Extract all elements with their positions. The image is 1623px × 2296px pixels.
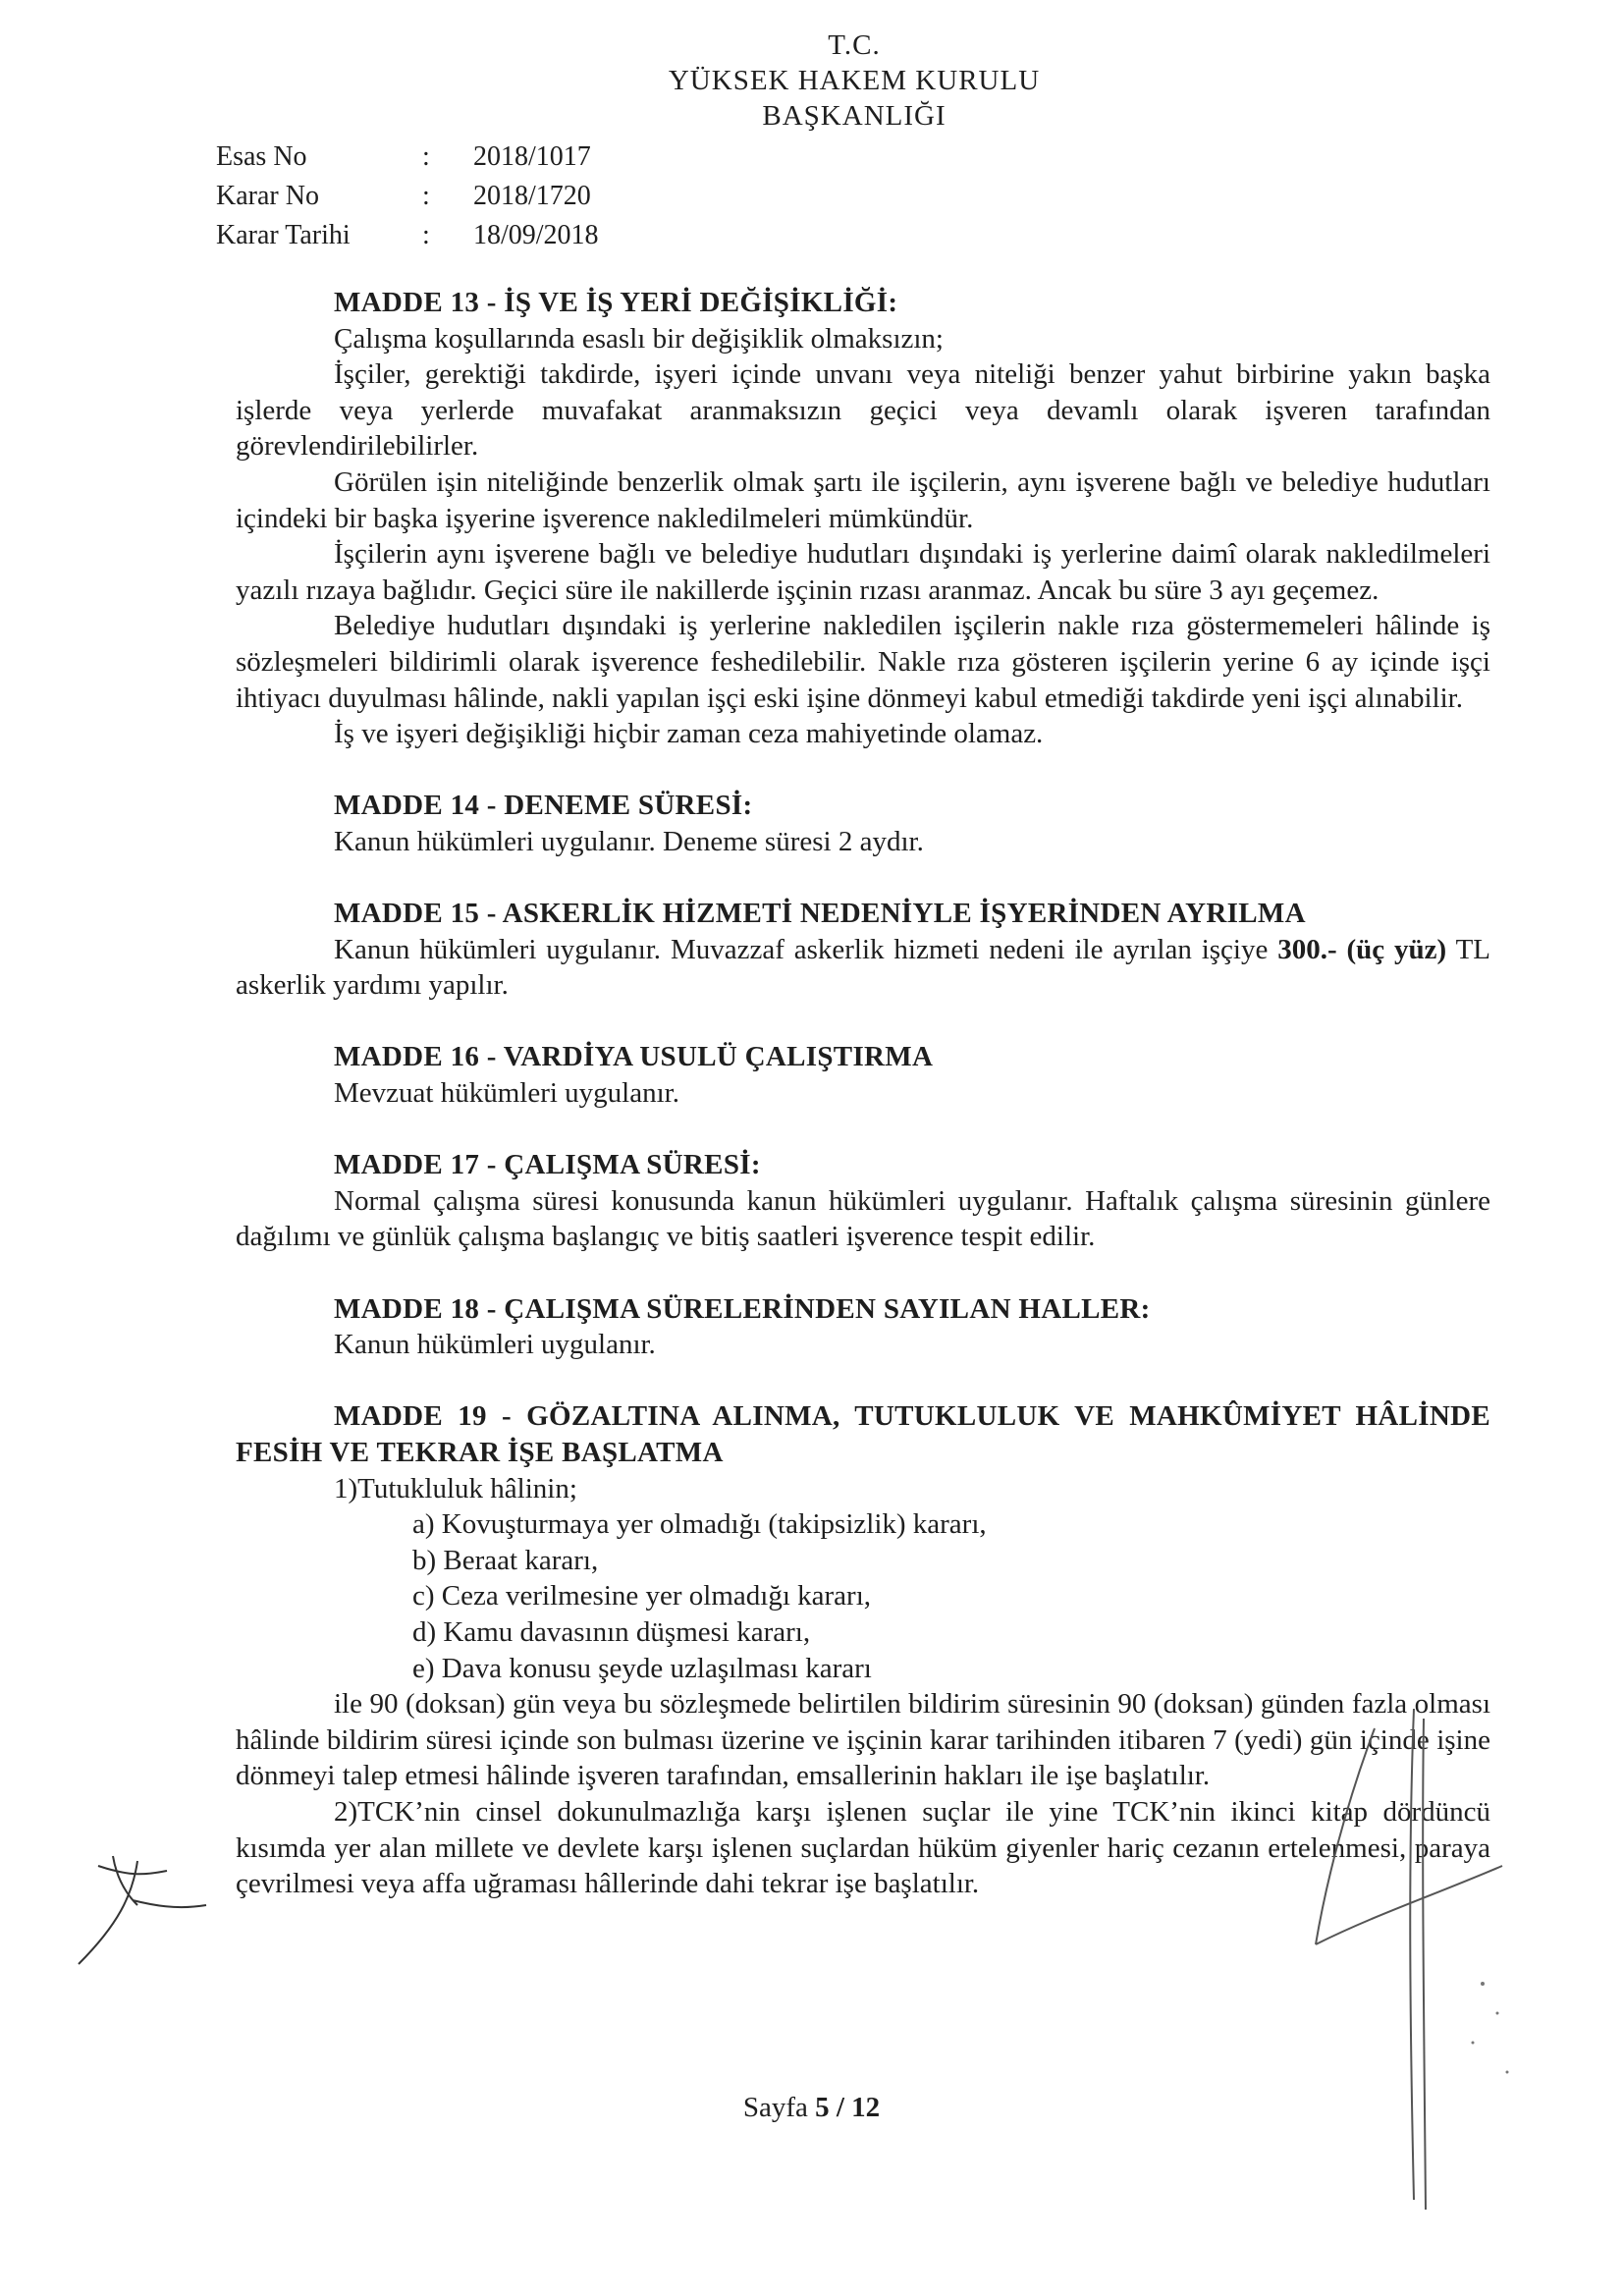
article-15-title: MADDE 15 - ASKERLİK HİZMETİ NEDENİYLE İŞYERİNDEN AYRILMA: [334, 898, 1306, 930]
article-19-item-e: e) Dava konusu şeyde uzlaşılması kararı: [412, 1652, 872, 1684]
article-15-p1: [236, 932, 1490, 1004]
article-13-p4: İşçilerin aynı işverene bağlı ve belediye hudutları dışındaki iş yerlerine daimî olarak nakledilmeleri yazılı rızaya bağlıdır. Geçici süre ile nakillerde işçinin rızası aranmaz. Ancak bu süre 3 ayı geçemez.: [236, 538, 1490, 606]
article-17-p1: Normal çalışma süresi konusunda kanun hükümleri uygulanır. Haftalık çalışma süresinin günlere dağılımı ve günlük çalışma başlangıç ve bitiş saatleri işverence tespit edilir.: [236, 1184, 1490, 1253]
article-13-p6: İş ve işyeri değişikliği hiçbir zaman ceza mahiyetinde olamaz.: [334, 718, 1044, 750]
article-17-title: MADDE 17 - ÇALIŞMA SÜRESİ:: [334, 1149, 761, 1181]
meta-label: Esas No: [216, 141, 307, 172]
meta-value: 18/09/2018: [473, 220, 599, 250]
article-19-item-a: a) Kovuşturmaya yer olmadığı (takipsizlik) kararı,: [412, 1508, 987, 1541]
meta-value: 2018/1720: [473, 181, 591, 211]
meta-label: Karar Tarihi: [216, 220, 351, 250]
page-total: 12: [851, 2092, 881, 2123]
initials-signature-right: [1267, 1689, 1542, 2239]
article-15-amount: 300.- (üç yüz): [1277, 933, 1447, 965]
article-19-intro: 1)Tutukluluk hâlinin;: [334, 1472, 577, 1504]
article-18-title: MADDE 18 - ÇALIŞMA SÜRELERİNDEN SAYILAN HALLER:: [334, 1292, 1151, 1325]
page-separator: /: [829, 2092, 852, 2123]
article-14-title: MADDE 14 - DENEME SÜRESİ:: [334, 790, 753, 822]
meta-label: Karar No: [216, 181, 319, 211]
article-19-item-d: d) Kamu davasının düşmesi kararı,: [412, 1615, 811, 1648]
article-19-p1: ile 90 (doksan) gün veya bu sözleşmede belirtilen bildirim süresinin 90 (doksan) günden fazla olması hâlinde bildirim süresi içinde son bulması üzerine ve işçinin karar tarihinden itibaren 7 (yedi) gün içinde işine dönmeyi talep etmesi hâlinde işveren tarafından, emsallerinin hakları ile işe başlatılır.: [236, 1688, 1490, 1792]
article-13-p3: Görülen işin niteliğinde benzerlik olmak şartı ile işçilerin, aynı işverene bağlı ve belediye hudutları içindeki bir başka işyerine işverence nakledilmeleri mümkündür.: [236, 465, 1490, 534]
meta-value: 2018/1017: [473, 141, 591, 172]
article-13-title: MADDE 13 - İŞ VE İŞ YERİ DEĞİŞİKLİĞİ:: [334, 287, 898, 318]
meta-row-esas: [216, 137, 599, 177]
meta-colon: :: [422, 220, 430, 250]
article-13-p5: Belediye hudutları dışındaki iş yerlerine nakledilen işçilerin nakle rıza göstermemeleri hâlinde iş sözleşmeleri bildirimli olarak işverence feshedilebilir. Nakle rıza gösteren işçilerin yerine 6 ay içinde işçi ihtiyacı duyulması hâlinde, nakli yapılan işçi eski işine dönmeyi kabul etmediği takdirde yeni işçi alınabilir.: [236, 610, 1490, 714]
meta-colon: :: [422, 141, 430, 172]
header-line-3: BAŞKANLIĞI: [762, 100, 947, 132]
article-14-p1: Kanun hükümleri uygulanır. Deneme süresi 2 aydır.: [334, 825, 924, 857]
institution-header: [589, 27, 1119, 134]
article-13-p1: Çalışma koşullarında esaslı bir değişiklik olmaksızın;: [334, 322, 944, 355]
page-number: 5: [815, 2092, 830, 2123]
header-line-2: YÜKSEK HAKEM KURULU: [668, 65, 1041, 96]
article-16-p1: Mevzuat hükümleri uygulanır.: [334, 1077, 679, 1110]
document-body: [236, 285, 1490, 1902]
page-prefix: Sayfa: [742, 2092, 816, 2123]
initials-signature-left: [59, 1846, 216, 1984]
article-15-text-a: Kanun hükümleri uygulanır. Muvazzaf askerlik hizmeti nedeni ile ayrılan işçiye: [334, 933, 1278, 965]
article-16-title: MADDE 16 - VARDİYA USULÜ ÇALIŞTIRMA: [334, 1041, 934, 1073]
meta-colon: :: [422, 181, 430, 211]
article-19-item-b: b) Beraat kararı,: [412, 1544, 599, 1576]
meta-row-karar: [216, 177, 599, 216]
article-19-title: MADDE 19 - GÖZALTINA ALINMA, TUTUKLULUK VE MAHKÛMİYET HÂLİNDE FESİH VE TEKRAR İŞE BAŞLATMA: [236, 1400, 1490, 1468]
article-19-item-c: c) Ceza verilmesine yer olmadığı kararı,: [412, 1580, 872, 1613]
header-line-1: T.C.: [828, 29, 881, 61]
article-15-text-c: TL askerlik yardımı yapılır.: [236, 933, 1491, 1002]
article-13-p2: İşçiler, gerektiği takdirde, işyeri içinde unvanı veya niteliği benzer yahut birbirine yakın başka işlerde veya yerlerde muvafakat aranmaksızın geçici veya devamlı olarak işveren tarafından görevlendirilebilirler.: [236, 358, 1490, 463]
meta-row-tarih: [216, 216, 599, 255]
case-metadata: [216, 137, 599, 255]
article-18-p1: Kanun hükümleri uygulanır.: [334, 1329, 656, 1361]
article-19-p2: 2)TCK’nin cinsel dokunulmazlığa karşı işlenen suçlar ile yine TCK’nin ikinci kitap dördüncü kısımda yer alan millete ve devlete karşı işlenen suçlardan hüküm giyenler hariç cezanın ertelenmesi, paraya çevrilmesi veya affa uğraması hâllerinde dahi tekrar işe başlatılır.: [236, 1795, 1490, 1900]
